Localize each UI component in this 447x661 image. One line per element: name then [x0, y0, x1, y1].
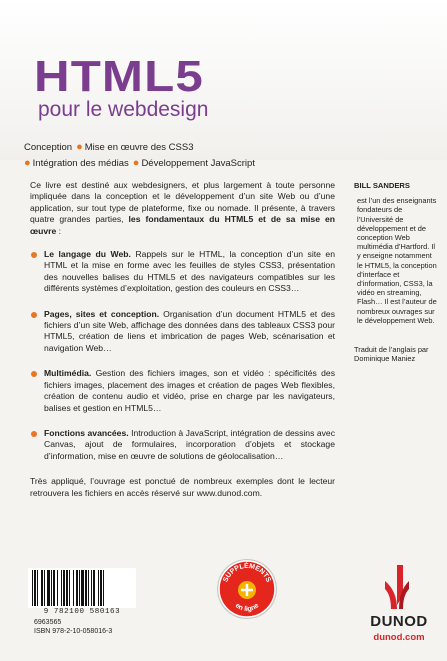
- feature-title: Le langage du Web.: [44, 249, 131, 260]
- badge-bottom-text: en ligne: [233, 602, 261, 614]
- tagline-item: Intégration des médias: [32, 158, 129, 169]
- bullet-icon: ●: [76, 141, 83, 153]
- online-supplements-badge: [216, 558, 278, 620]
- author-name: BILL SANDERS: [354, 181, 410, 190]
- publisher-name: DUNOD: [370, 613, 428, 630]
- product-code: 6963565: [34, 619, 62, 626]
- isbn: ISBN 978-2-10-058016-3: [34, 628, 113, 635]
- barcode-block: [28, 568, 136, 635]
- bullet-icon: ●: [132, 157, 140, 169]
- feature-list: [30, 249, 335, 462]
- barcode-number: 9 782100 580163: [43, 608, 121, 616]
- intro-paragraph: Ce livre est destiné aux webdesigners, et plus largement à toute personne impliquée dans la conception et le développement d’un site Web ou d’une application, sur tout type de plateforme, fixe ou nomade. Il présente, à travers quatre grandes parties, les fondamentaux du HTML5 et de sa mise en œuvre :: [30, 180, 335, 236]
- tagline-item: Développement JavaScript: [141, 158, 255, 169]
- publisher-url: dunod.com: [373, 632, 425, 643]
- tagline-row-2: [24, 157, 255, 169]
- feature-title: Multimédia.: [44, 368, 92, 379]
- dunod-logo-icon: [377, 565, 417, 613]
- list-item: [30, 368, 335, 414]
- publisher-logo: [360, 565, 440, 655]
- bullet-icon: [31, 252, 37, 258]
- description-column: [30, 180, 335, 499]
- list-item: [30, 309, 335, 355]
- bullet-icon: ●: [24, 157, 31, 169]
- bullet-icon: [31, 431, 37, 437]
- feature-title: Pages, sites et conception.: [44, 308, 160, 319]
- tagline-row-1: [24, 141, 193, 153]
- feature-text: Rappels sur le HTML, la conception d’un site en HTML et la mise en forme avec les feuilles de styles CSS3, présentation des nouvelles balises du HTML5 et des navigateurs compatibles sur les différents systèmes d’exploitation, gestion des couleurs en CSS3…: [44, 249, 335, 294]
- intro-emphasis: les fondamentaux du HTML5 et de sa mise en œuvre: [30, 214, 335, 236]
- feature-title: Fonctions avancées.: [44, 427, 129, 438]
- badge-top-text: SUPPLÉMENTS: [222, 562, 272, 584]
- book-subtitle: pour le webdesign: [38, 98, 209, 121]
- bullet-icon: [31, 312, 37, 318]
- barcode-icon: [28, 568, 136, 608]
- tagline-item: Conception: [24, 142, 73, 153]
- list-item: [30, 249, 335, 295]
- feature-text: Introduction à JavaScript, intégration de dessins avec Canvas, ajout de formulaires, incorporation d’objets et stockage d’information, mise en œuvre de solutions de géolocalisation…: [44, 427, 335, 461]
- tagline-item: Mise en œuvre des CSS3: [84, 142, 194, 153]
- outro-paragraph: Très appliqué, l’ouvrage est ponctué de nombreux exemples dont le lecteur retrouvera les fichiers en accès réservé sur www.dunod.com.: [30, 476, 335, 498]
- feature-text: Organisation d’un document HTML5 et des fichiers d’un site Web, affichage des données dans des tableaux CSS3 pour HTML5, création de liens et imbrication de pages Web, scénarisation et navigation Web…: [44, 308, 335, 353]
- author-bio: est l’un des enseignants fondateurs de l’Université de développement et de conception Web multimédia d’Hartford. Il y enseigne notamment le HTML5, la conception d’interface et d’information, CSS3, la vidéo en streaming, Flash… Il est l’auteur de nombreux ouvrages sur le développement Web.: [357, 196, 437, 325]
- translator-credit: Traduit de l’anglais par Dominique Maniez: [354, 345, 429, 364]
- bullet-icon: [31, 371, 37, 377]
- feature-text: Gestion des fichiers images, son et vidéo : spécificités des fichiers images, placement des images et création de pages Web flexibles, création de contenu audio et vidéo, prise en charge par les navigateurs, balises et gestion en HTML5…: [44, 368, 335, 413]
- author-column: [354, 181, 438, 363]
- list-item: [30, 428, 335, 462]
- book-title: HTML5: [34, 52, 204, 101]
